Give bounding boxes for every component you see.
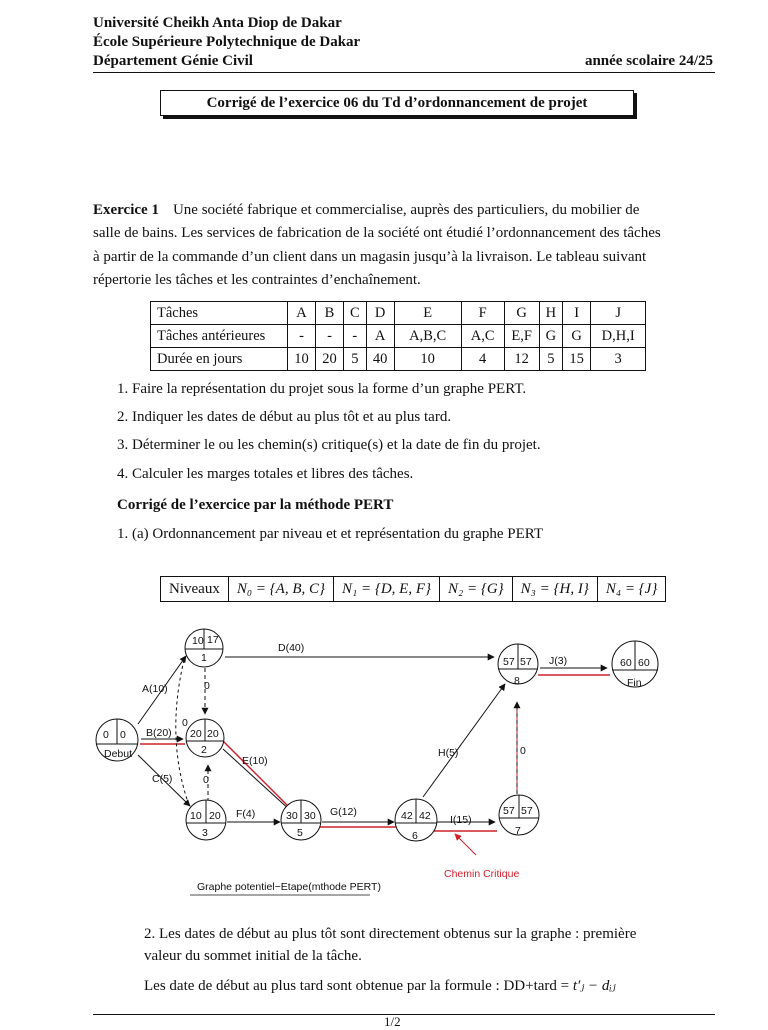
svg-text:20: 20 (190, 728, 202, 740)
label-f: F(4) (236, 808, 256, 820)
svg-text:10: 10 (192, 635, 204, 647)
question-1: 1. Faire la représentation du projet sous la forme d’un graphe PERT. (117, 381, 527, 397)
label-i: I(15) (450, 814, 472, 826)
svg-text:8: 8 (514, 675, 520, 687)
exercise-line-1: Exercice 1 Une société fabrique et commercialise, auprès des particuliers, du mobilier de (93, 202, 640, 218)
svg-text:3: 3 (202, 827, 208, 839)
svg-text:42: 42 (419, 810, 431, 822)
svg-text:20: 20 (209, 810, 221, 822)
edge-h (423, 684, 505, 797)
label-b: B(20) (146, 727, 172, 739)
svg-text:57: 57 (503, 656, 515, 668)
question-2: 2. Indiquer les dates de début au plus tôt et au plus tard. (117, 409, 452, 425)
svg-text:57: 57 (503, 805, 515, 817)
svg-text:20: 20 (207, 728, 219, 740)
node-2 (186, 719, 224, 757)
school-year: année scolaire 24/25 (584, 53, 713, 69)
page-number: 1/2 (384, 1014, 401, 1029)
solution-title: Corrigé de l’exercice par la méthode PERT (117, 497, 394, 513)
label-h: H(5) (438, 747, 459, 759)
svg-text:10: 10 (190, 810, 202, 822)
label-g: G(12) (330, 806, 357, 818)
label-dummy-2-3: 0 (203, 774, 209, 786)
table-row: Tâches A B C D E F G H I J (151, 302, 646, 325)
svg-text:6: 6 (412, 830, 418, 842)
node-1 (185, 629, 223, 667)
label-a: A(10) (142, 683, 168, 695)
exercise-label: Exercice 1 (93, 202, 159, 218)
node-debut (96, 719, 138, 761)
svg-text:60: 60 (620, 657, 632, 669)
label-j: J(3) (549, 655, 568, 667)
exercise-line-2: salle de bains. Les services de fabrication de la société ont étudié l’ordonnancement des tâches (93, 225, 661, 241)
node-8 (498, 644, 538, 687)
table-row: Durée en jours 10 20 5 40 10 4 12 5 15 3 (151, 348, 646, 371)
step-2-line-1: 2. Les dates de début au plus tôt sont directement obtenus sur la graphe : première (144, 926, 637, 942)
svg-text:1: 1 (201, 652, 207, 664)
footer-rule (93, 1014, 715, 1015)
critical-pointer (455, 834, 476, 855)
label-dummy-1-2: 0 (204, 680, 210, 692)
question-3: 3. Déterminer le ou les chemin(s) critique(s) et la date de fin du projet. (117, 437, 541, 453)
graph-nodes (96, 629, 658, 842)
question-4: 4. Calculer les marges totales et libres des tâches. (117, 466, 414, 482)
formula: t′ⱼ − dᵢⱼ (572, 978, 616, 994)
svg-text:30: 30 (286, 810, 298, 822)
label-c: C(5) (152, 773, 173, 785)
node-5 (281, 800, 321, 840)
step-1a: 1. (a) Ordonnancement par niveau et et représentation du graphe PERT (117, 526, 544, 542)
svg-text:5: 5 (297, 827, 303, 839)
svg-text:57: 57 (521, 805, 533, 817)
step-2-line-2: valeur du sommet initial de la tâche. (144, 948, 362, 964)
svg-text:42: 42 (401, 810, 413, 822)
svg-text:30: 30 (304, 810, 316, 822)
department-name: Département Génie Civil (93, 53, 253, 69)
table-row: Niveaux N₀ = {A, B, C} N₁ = {D, E, F} N₂ = {G} N₃ = {H, I} N₄ = {J} (161, 577, 666, 602)
svg-text:Fin: Fin (627, 677, 642, 689)
exercise-line-3: à partir de la commande d’un client dans un magasin jusqu’à la livraison. Le tableau suivant (93, 249, 647, 265)
svg-text:Debut: Debut (104, 748, 133, 760)
graph-caption: Graphe potentiel−Etape(mthode PERT) (197, 881, 381, 893)
university-name: Université Cheikh Anta Diop de Dakar (93, 15, 342, 31)
node-3 (186, 800, 226, 840)
svg-text:0: 0 (103, 729, 109, 741)
node-fin (612, 641, 658, 689)
exercise-line-4: répertorie les tâches et les contraintes d’enchaînement. (93, 272, 421, 288)
svg-text:17: 17 (207, 634, 219, 646)
svg-text:0: 0 (120, 729, 126, 741)
svg-text:57: 57 (520, 656, 532, 668)
critical-path-label: Chemin Critique (444, 868, 520, 880)
node-7 (499, 795, 539, 837)
label-e: E(10) (242, 755, 268, 767)
document-title: Corrigé de l’exercice 06 du Td d’ordonnancement de projet (160, 90, 634, 116)
svg-text:60: 60 (638, 657, 650, 669)
label-d: D(40) (278, 642, 305, 654)
svg-text:7: 7 (515, 825, 521, 837)
node-6 (395, 799, 437, 842)
step-2-line-3: Les date de début au plus tard sont obtenue par la formule : DD+tard = t′ⱼ − dᵢⱼ (144, 978, 616, 994)
label-dummy-debut: 0 (182, 717, 188, 729)
table-row: Tâches antérieures - - - A A,B,C A,C E,F G G D,H,I (151, 325, 646, 348)
school-name: École Supérieure Polytechnique de Dakar (93, 34, 361, 50)
svg-text:2: 2 (201, 744, 207, 756)
label-dummy-7-8: 0 (520, 745, 526, 757)
